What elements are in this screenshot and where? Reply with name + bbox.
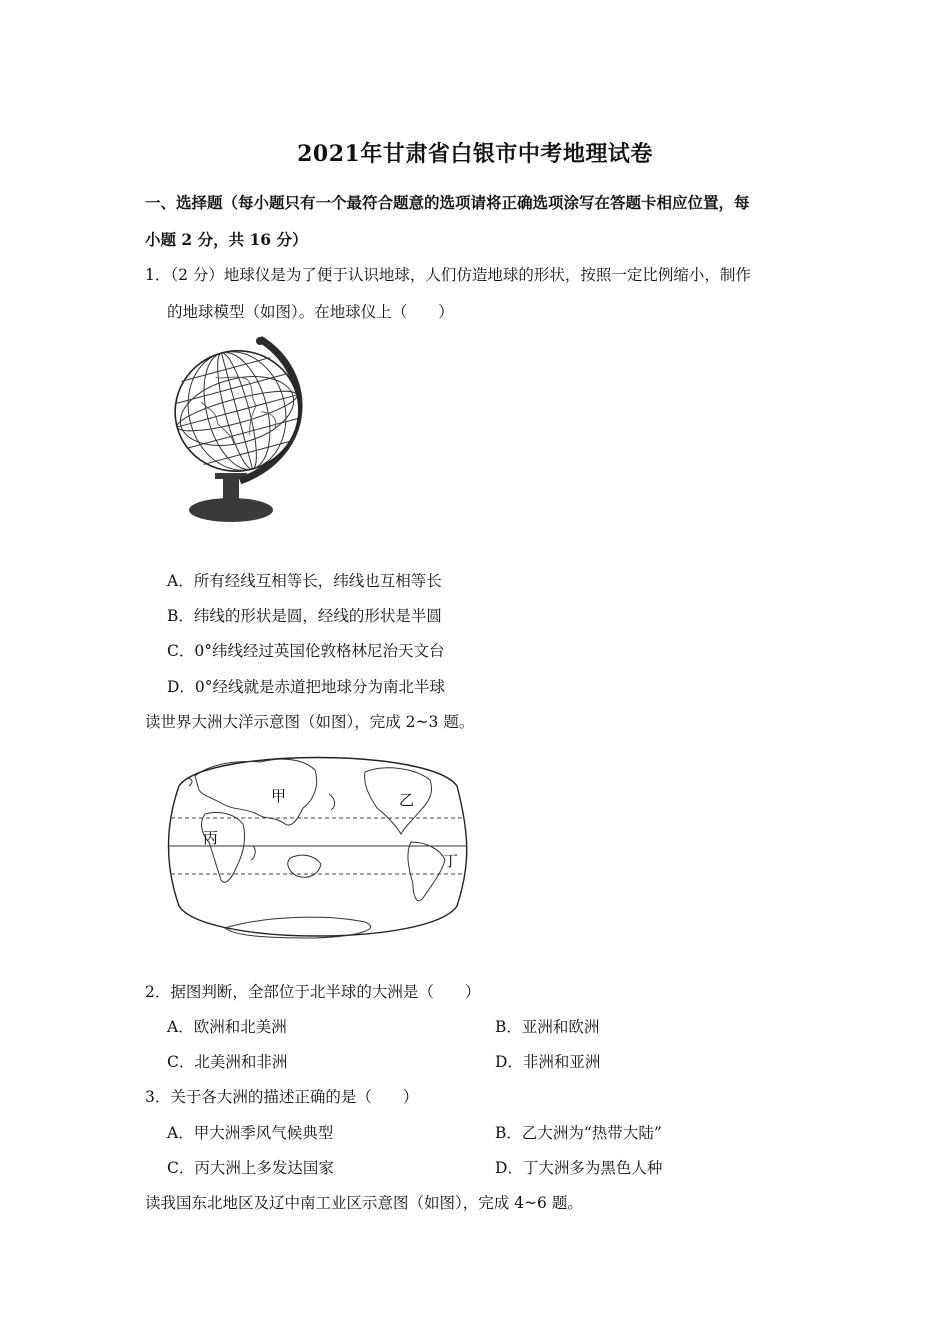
q1-stem-line2: 的地球模型（如图）。在地球仪上（ ）: [167, 303, 454, 321]
intro-questions-4-6: 读我国东北地区及辽中南工业区示意图（如图），完成 4~6 题。: [145, 1194, 583, 1212]
world-map-figure: [165, 746, 470, 948]
map-label-jia: 甲: [271, 787, 287, 805]
intro-questions-2-3: 读世界大洲大洋示意图（如图），完成 2~3 题。: [145, 713, 475, 731]
q3-option-c[interactable]: C．丙大洲上多发达国家: [167, 1159, 334, 1177]
q1-option-c[interactable]: C．0°纬线经过英国伦敦格林尼治天文台: [167, 642, 445, 660]
world-map-illustration: [165, 746, 470, 948]
globe-illustration: [165, 333, 315, 528]
page-title: 2021年甘肃省白银市中考地理试卷: [297, 141, 653, 167]
q3-option-b[interactable]: B．乙大洲为“热带大陆”: [495, 1124, 662, 1142]
q3-stem: 3．关于各大洲的描述正确的是（ ）: [145, 1088, 419, 1106]
q2-option-d[interactable]: D．非洲和亚洲: [495, 1053, 601, 1071]
q3-option-a[interactable]: A．甲大洲季风气候典型: [167, 1124, 334, 1142]
globe-figure: [165, 333, 315, 528]
q1-stem-line1: 1．（2 分）地球仪是为了便于认识地球，人们仿造地球的形状，按照一定比例缩小，制作: [145, 266, 751, 284]
map-label-bing: 丙: [203, 829, 219, 847]
section-heading-line2: 小题 2 分，共 16 分）: [145, 230, 308, 249]
map-label-ding: 丁: [443, 852, 459, 870]
q2-option-b[interactable]: B．亚洲和欧洲: [495, 1018, 600, 1036]
q1-option-b[interactable]: B．纬线的形状是圆，经线的形状是半圆: [167, 607, 442, 625]
q1-option-a[interactable]: A．所有经线互相等长，纬线也互相等长: [167, 572, 442, 590]
q2-option-c[interactable]: C．北美洲和非洲: [167, 1053, 288, 1071]
q1-option-d[interactable]: D．0°经线就是赤道把地球分为南北半球: [167, 678, 446, 696]
q3-option-d[interactable]: D．丁大洲多为黑色人种: [495, 1159, 663, 1177]
q2-option-a[interactable]: A．欧洲和北美洲: [167, 1018, 287, 1036]
map-label-yi: 乙: [399, 791, 415, 809]
q2-stem: 2．据图判断，全部位于北半球的大洲是（ ）: [145, 983, 481, 1001]
section-heading-line1: 一、选择题（每小题只有一个最符合题意的选项请将正确选项涂写在答题卡相应位置，每: [145, 193, 750, 212]
